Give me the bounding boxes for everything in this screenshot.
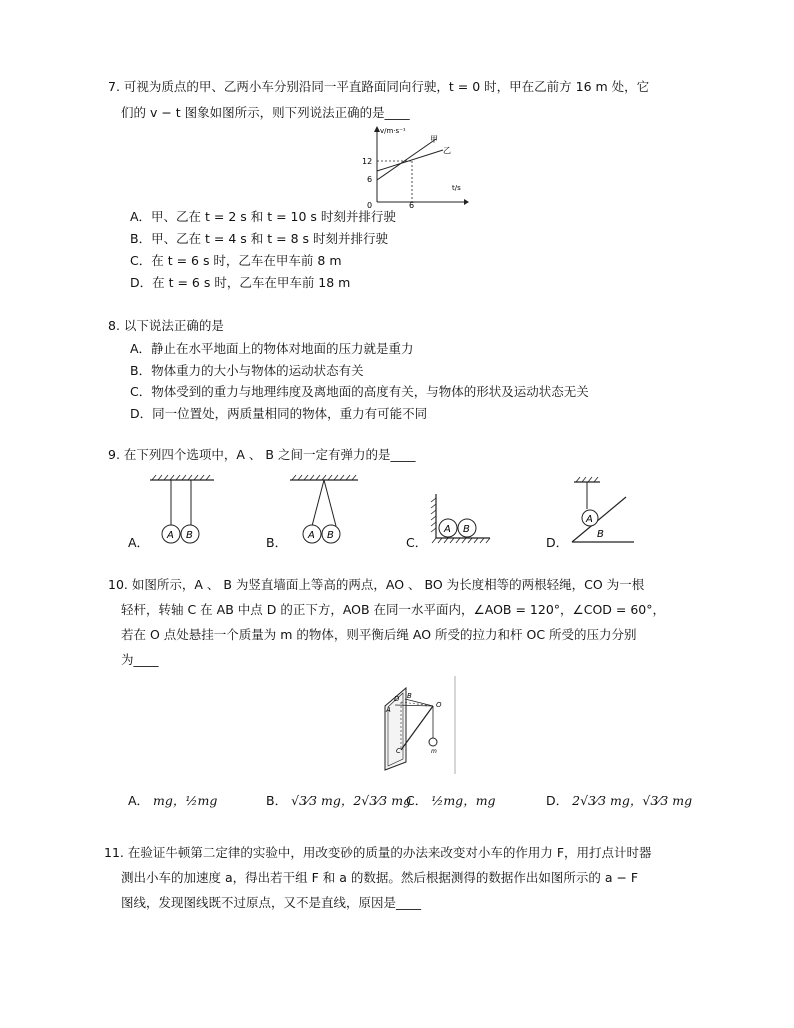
- graph-x6: 6: [409, 201, 415, 208]
- svg-text:m: m: [431, 748, 437, 755]
- q10-figure: [375, 676, 465, 776]
- yi-line: [377, 150, 443, 171]
- svg-text:A: A: [167, 530, 174, 541]
- graph-y6: 6: [367, 175, 373, 184]
- q9-option-b-label[interactable]: B．: [266, 535, 288, 550]
- q9-option-a-label[interactable]: A．: [128, 535, 150, 550]
- q10-option-d-letter: D．: [546, 793, 569, 808]
- q8-option-b[interactable]: B．物体重力的大小与物体的运动状态有关: [130, 363, 364, 378]
- q10-option-d[interactable]: [546, 790, 692, 811]
- q7-option-d[interactable]: D．在 t = 6 s 时，乙车在甲车前 18 m: [130, 275, 351, 290]
- q7-option-b[interactable]: B．甲、乙在 t = 4 s 和 t = 8 s 时刻并排行驶: [130, 231, 388, 246]
- q9-option-d-label[interactable]: D．: [546, 535, 569, 550]
- q10-option-c-letter: C．: [406, 793, 428, 808]
- q8-stem: 8. 以下说法正确的是: [108, 318, 224, 333]
- graph-y12: 12: [362, 157, 373, 166]
- svg-text:B: B: [186, 530, 193, 541]
- svg-text:A: A: [386, 706, 391, 714]
- q10-option-b-text: √3⁄3 mg，2√3⁄3 mg: [291, 793, 412, 808]
- q10-stem-line2: 轻杆，转轴 C 在 AB 中点 D 的正下方，AOB 在同一水平面内，∠AOB = 120°，∠COD = 60°，: [121, 602, 665, 617]
- jia-line: [377, 139, 436, 180]
- q8-option-d[interactable]: D．同一位置处，两质量相同的物体，重力有可能不同: [130, 406, 428, 421]
- svg-text:B: B: [407, 692, 412, 700]
- graph-yi: 乙: [443, 146, 451, 155]
- q7-stem-line1: 7. 可视为质点的甲、乙两小车分别沿同一平直路面同向行驶，t = 0 时，甲在乙前方 16 m 处，它: [108, 79, 650, 94]
- q7-stem-line2: 们的 v − t 图象如图所示，则下列说法正确的是____: [121, 105, 410, 120]
- q10-option-b-letter: B．: [266, 793, 288, 808]
- q7-option-c[interactable]: C．在 t = 6 s 时，乙车在甲车前 8 m: [130, 253, 342, 268]
- q9-figure-a: [148, 472, 220, 548]
- svg-text:B: B: [327, 530, 334, 541]
- q10-option-a[interactable]: [128, 790, 217, 811]
- svg-text:A: A: [586, 514, 593, 525]
- svg-text:A: A: [308, 530, 315, 541]
- q9-figure-b: [288, 472, 362, 548]
- q10-option-a-text: mg，½mg: [153, 793, 218, 808]
- svg-text:O: O: [436, 701, 442, 709]
- graph-origin: 0: [367, 201, 373, 208]
- svg-text:C: C: [396, 747, 401, 755]
- q8-option-a[interactable]: A．静止在水平地面上的物体对地面的压力就是重力: [130, 341, 414, 356]
- q10-option-c[interactable]: [406, 790, 496, 811]
- q11-stem-line1: 11. 在验证牛顿第二定律的实验中，用改变砂的质量的办法来改变对小车的作用力 F，用打点计时器: [104, 845, 652, 860]
- svg-text:A: A: [444, 524, 451, 535]
- q9-figure-c: [428, 492, 492, 548]
- q10-stem-line1: 10. 如图所示，A 、 B 为竖直墙面上等高的两点，AO 、 BO 为长度相等的两根轻绳，CO 为一根: [108, 577, 645, 592]
- q7-vt-graph: [360, 124, 470, 208]
- q11-stem-line2: 测出小车的加速度 a，得出若干组 F 和 a 的数据。然后根据测得的数据作出如图所示的 a − F: [121, 870, 639, 885]
- q10-option-d-text: 2√3⁄3 mg，√3⁄3 mg: [572, 793, 693, 808]
- q9-stem: 9. 在下列四个选项中，A 、 B 之间一定有弹力的是____: [108, 447, 416, 462]
- q9-figure-d: [566, 475, 638, 547]
- q10-option-c-text: ½mg，mg: [431, 793, 496, 808]
- graph-jia: 甲: [430, 135, 438, 144]
- q9-option-c-label[interactable]: C．: [406, 535, 428, 550]
- q10-stem-line3: 若在 O 点处悬挂一个质量为 m 的物体，则平衡后绳 AO 所受的拉力和杆 OC 所受的压力分别: [121, 627, 637, 642]
- q7-option-a[interactable]: A．甲、乙在 t = 2 s 和 t = 10 s 时刻并排行驶: [130, 209, 396, 224]
- q8-option-c[interactable]: C．物体受到的重力与地理纬度及离地面的高度有关，与物体的形状及运动状态无关: [130, 384, 589, 399]
- q10-option-a-letter: A．: [128, 793, 150, 808]
- graph-ylabel: v/m·s⁻¹: [380, 127, 406, 135]
- svg-text:D: D: [394, 695, 400, 703]
- q10-stem-line4: 为____: [121, 652, 159, 667]
- graph-xlabel: t/s: [452, 184, 461, 192]
- q11-stem-line3: 图线，发现图线既不过原点，又不是直线，原因是____: [121, 895, 422, 910]
- svg-text:B: B: [597, 529, 604, 540]
- svg-text:B: B: [463, 524, 470, 535]
- q10-option-b[interactable]: [266, 790, 411, 811]
